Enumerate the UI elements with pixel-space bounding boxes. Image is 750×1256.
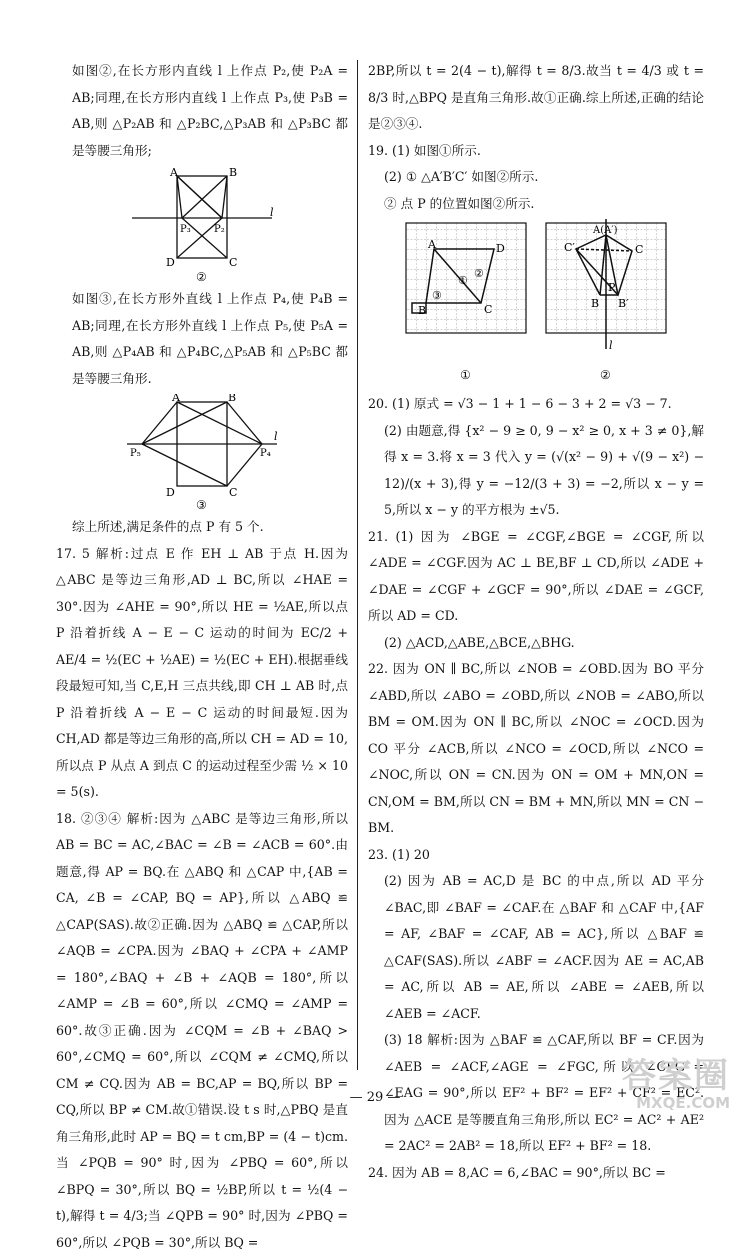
answer-23-part2: (2) 因为 AB = AC,D 是 BC 的中点,所以 AD 平分 ∠BAC,即 ∠BAF = ∠CAF.在 △BAF 和 △CAF 中,{AF = AF, ∠BAF = ∠CAF, AB = AC},所以 △BAF ≌ △CAF(SAS).所以 ∠ABF = ∠ACF.因为 AE = AC,AB = AC,所以 AB = AE,所以 ∠ABE = ∠AEB,所以 ∠AEB = ∠ACF. <box>368 868 704 1027</box>
fig3-label-P5: P₅ <box>130 448 141 459</box>
fig19-label-P: P <box>608 281 616 294</box>
figure-3 <box>122 394 282 512</box>
left-column <box>56 58 348 1256</box>
column-divider <box>357 60 358 1070</box>
fig3-label-P4: P₄ <box>260 448 271 459</box>
fig19-label-C-prime: C′ <box>564 241 575 254</box>
answer-22: 22. 因为 ON ∥ BC,所以 ∠NOB = ∠OBD.因为 BO 平分 ∠ABD,所以 ∠ABO = ∠OBD,所以 ∠NOB = ∠ABO,所以 BM = OM.因为 ON ∥ BC,所以 ∠NOC = ∠OCD.因为 CO 平分 ∠ACB,所以 ∠NCO = ∠OCD,所以 ∠NCO = ∠NOC,所以 ON = CN.因为 ON = OM + MN,ON = CN,OM = BM,所以 CN = BM + MN,所以 MN = CN − BM. <box>368 656 704 842</box>
answer-19-part2: (2) ① △A′B′C′ 如图②所示. <box>368 164 704 191</box>
fig2-label-l: l <box>270 206 274 219</box>
page-number: — 29 — <box>0 1090 750 1105</box>
fig3-label-l: l <box>274 430 278 443</box>
watermark-logo-text: 答案圈 <box>622 1058 730 1094</box>
fig2-label-D: D <box>166 256 175 269</box>
answer-18-continued: 2BP,所以 t = 2(4 − t),解得 t = 8/3.故当 t = 4/3 或 t = 8/3 时,△BPQ 是直角三角形.故①正确.综上所述,正确的结论是②③④. <box>368 58 704 138</box>
fig3-label-C: C <box>229 486 237 499</box>
fig19-label-D: D <box>496 242 505 255</box>
fig2-caption: ② <box>196 270 207 284</box>
answer-20-part2: (2) 由题意,得 {x² − 9 ≥ 0, 9 − x² ≥ 0, x + 3 ≠ 0},解得 x = 3.将 x = 3 代入 y = (√(x² − 9) + √(9 − x²) − 12)/(x + 3),得 y = −12/(3 + 3) = −2,所以 x − y = 5,所以 x − y 的平方根为 ±√5. <box>368 418 704 524</box>
fig19-region-3: ③ <box>432 289 442 302</box>
answer-21-part2: (2) △ACD,△ABE,△BCE,△BHG. <box>368 630 704 657</box>
fig19-label-A: A <box>427 238 437 251</box>
paragraph-fig3-intro: 如图③,在长方形外直线 l 上作点 P₄,使 P₄B = AB;同理,在长方形外直线 l 上作点 P₅,使 P₅A = AB,则 △P₄AB 和 △P₄BC,△P₅AB 和 △P₅BC 都是等腰三角形. <box>56 286 348 392</box>
fig19-label-AA: A(A′) <box>592 225 618 236</box>
fig2-label-P3: P₃ <box>180 224 191 235</box>
fig2-label-C: C <box>229 256 237 269</box>
answer-20-part1: 20. (1) 原式 = √3 − 1 + 1 − 6 − 3 + 2 = √3 − 7. <box>368 391 704 418</box>
fig3-caption: ③ <box>196 498 207 512</box>
fig19-label-C2: C <box>635 243 643 256</box>
answer-19-part1: 19. (1) 如图①所示. <box>368 138 704 165</box>
watermark-url: MXQE.COM <box>622 1094 730 1112</box>
fig3-label-A: A <box>171 394 181 404</box>
fig19-label-B-prime: B′ <box>618 297 629 310</box>
answer-17: 17. 5 解析:过点 E 作 EH ⊥ AB 于点 H.因为 △ABC 是等边三角形,AD ⊥ BC,所以 ∠HAE = 30°.因为 ∠AHE = 90°,所以 HE = ½AE,所以点 P 沿着折线 A − E − C 运动的时间为 EC/2 + AE/4 = ½(EC + ½AE) = ½(EC + EH).根据垂线段最短可知,当 C,E,H 三点共线,即 CH ⊥ AB 时,点 P 沿着折线 A − E − C 运动的时间最短.因为 CH,AD 都是等边三角形的高,所以 CH = AD = 10,所以点 P 从点 A 到点 C 的运动过程至少需 ½ × 10 = 5(s). <box>56 541 348 806</box>
answer-24: 24. 因为 AB = 8,AC = 6,∠BAC = 90°,所以 BC = <box>368 1160 704 1187</box>
figure-2 <box>122 166 282 284</box>
answer-23-part1: 23. (1) 20 <box>368 842 704 869</box>
fig19-caption-1: ① <box>460 368 471 382</box>
answer-21-part1: 21. (1) 因为 ∠BGE = ∠CGF,∠BGE = ∠CGF,所以 ∠ADE = ∠CGF.因为 AC ⊥ BE,BF ⊥ CD,所以 ∠ADE + ∠DAE = ∠CGF + ∠GCF = 90°,所以 ∠DAE = ∠GCF,所以 AD = CD. <box>368 524 704 630</box>
answer-19-part3: ② 点 P 的位置如图②所示. <box>368 191 704 218</box>
paragraph-conclusion: 综上所述,满足条件的点 P 有 5 个. <box>56 514 348 541</box>
fig2-label-B: B <box>229 166 237 179</box>
answer-23-part3: (3) 18 解析:因为 △BAF ≌ △CAF,所以 BF = CF.因为 ∠AEB = ∠ACF,∠AGE = ∠FGC,所以 ∠CFG = ∠EAG = 90°,所以 EF² + BF² = EF² + CF² = EC².因为 △ACE 是等腰直角三角形,所以 EC² = AC² + AE² = 2AC² = 2AB² = 18,所以 EF² + BF² = 18. <box>368 1027 704 1160</box>
answer-18: 18. ②③④ 解析:因为 △ABC 是等边三角形,所以 AB = BC = AC,∠BAC = ∠B = ∠ACB = 60°.由题意,得 AP = BQ.在 △ABQ 和 △CAP 中,{AB = CA, ∠B = ∠CAP, BQ = AP},所以 △ABQ ≌ △CAP(SAS).故②正确.因为 △ABQ ≌ △CAP,所以 ∠AQB = ∠CPA.因为 ∠BAQ + ∠CPA + ∠AMP = 180°,∠BAQ + ∠B + ∠AQB = 180°,所以 ∠AMP = ∠B = 60°,所以 ∠CMQ = ∠AMP = 60°.故③正确.因为 ∠CQM = ∠B + ∠BAQ > 60°,∠CMQ = 60°,所以 ∠CQM ≠ ∠CMQ,所以 CM ≠ CQ.因为 AB = BC,AP = BQ,所以 BP = CQ,所以 BP ≠ CM.故①错误.设 t s 时,△PBQ 是直角三角形,此时 AP = BQ = t cm,BP = (4 − t)cm.当 ∠PQB = 90° 时,因为 ∠PBQ = 60°,所以 ∠BPQ = 30°,所以 BQ = ½BP,所以 t = ½(4 − t),解得 t = 4/3;当 ∠QPB = 90° 时,因为 ∠PBQ = 60°,所以 ∠PQB = 30°,所以 BQ = <box>56 806 348 1256</box>
fig19-label-C: C <box>484 303 492 316</box>
figure-19 <box>386 219 686 389</box>
fig19-region-1: ① <box>458 274 468 287</box>
fig2-label-A: A <box>169 166 179 179</box>
fig19-label-B2: B <box>591 297 599 310</box>
fig3-label-D: D <box>166 486 175 499</box>
fig19-label-B: B <box>418 304 426 317</box>
fig2-label-P2: P₂ <box>214 224 225 235</box>
fig3-label-B: B <box>228 394 236 404</box>
right-column <box>368 58 704 1186</box>
fig19-label-l: l <box>609 339 613 352</box>
fig19-region-2: ② <box>474 267 484 280</box>
watermark <box>622 1058 730 1112</box>
fig19-caption-2: ② <box>600 368 611 382</box>
paragraph-fig2-intro: 如图②,在长方形内直线 l 上作点 P₂,使 P₂A = AB;同理,在长方形内直线 l 上作点 P₃,使 P₃B = AB,则 △P₂AB 和 △P₂BC,△P₃AB 和 △P₃BC 都是等腰三角形; <box>56 58 348 164</box>
